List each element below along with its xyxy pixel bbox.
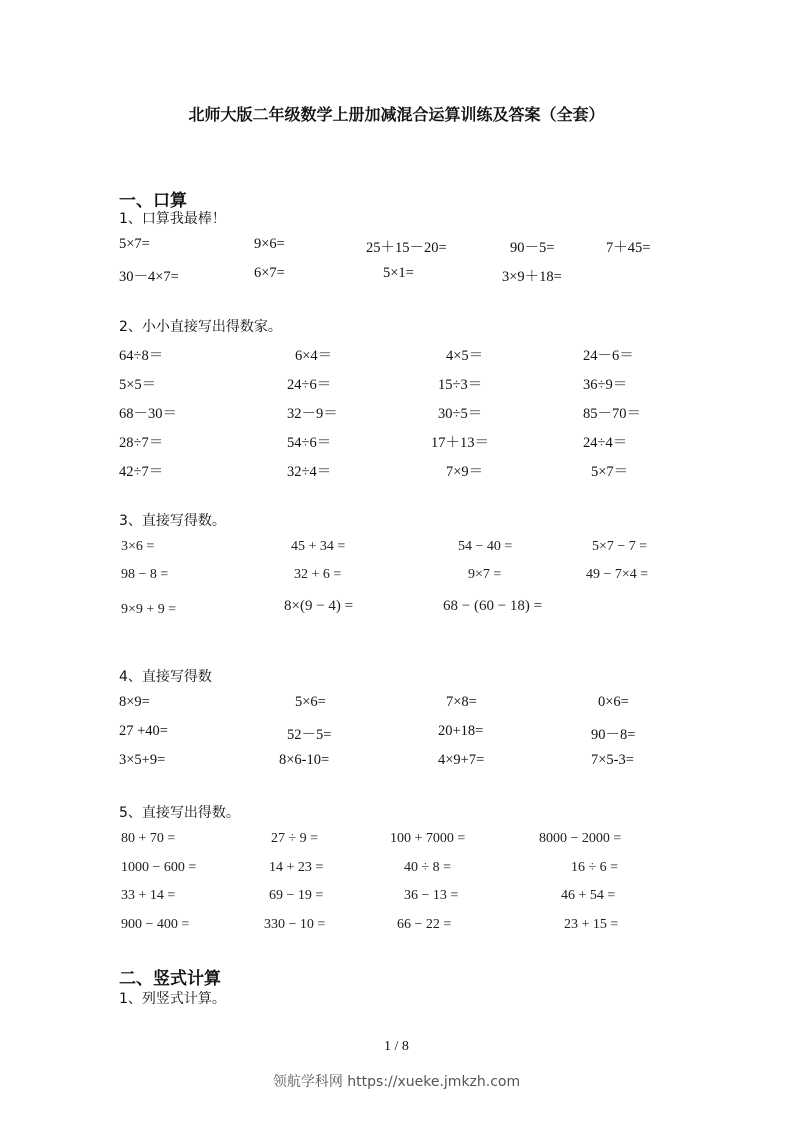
problem: 28÷7＝ [119, 435, 164, 451]
problem: 33 + 14 = [121, 888, 176, 903]
problem: 66 − 22 = [397, 917, 452, 932]
problem: 100 + 7000 = [390, 831, 466, 846]
problem: 46 + 54 = [561, 888, 616, 903]
problem: 900 − 400 = [121, 917, 190, 932]
problem: 49 − 7×4 = [586, 567, 649, 582]
problem: 36÷9＝ [583, 377, 628, 393]
problem: 8×(9 − 4) = [284, 598, 354, 614]
problem: 32－9＝ [287, 406, 338, 422]
problem: 4×9+7= [438, 752, 485, 768]
problem: 98 − 8 = [121, 567, 169, 582]
part3-label: 3、直接写得数。 [119, 513, 226, 529]
problem: 9×7 = [468, 567, 502, 582]
problem: 14 + 23 = [269, 860, 324, 875]
part5-label: 5、直接写出得数。 [119, 805, 240, 821]
part1-label: 1、口算我最棒！ [119, 211, 226, 227]
problem: 7×8= [446, 694, 477, 710]
problem: 8×9= [119, 694, 150, 710]
problem: 9×6= [254, 236, 285, 252]
problem: 68 − (60 − 18) = [443, 598, 543, 614]
problem: 32 + 6 = [294, 567, 342, 582]
problem: 9×9 + 9 = [121, 602, 177, 617]
problem: 5×5＝ [119, 377, 157, 393]
problem: 7×5-3= [591, 752, 634, 768]
problem: 6×7= [254, 265, 285, 281]
problem: 5×7＝ [591, 464, 629, 480]
section2-part1-label: 1、列竖式计算。 [119, 991, 226, 1007]
problem: 27 ÷ 9 = [271, 831, 319, 846]
footer-watermark: 领航学科网 https://xueke.jmkzh.com [272, 1074, 521, 1090]
problem: 27 +40= [119, 723, 168, 739]
problem: 42÷7＝ [119, 464, 164, 480]
problem: 40 ÷ 8 = [404, 860, 452, 875]
part2-label: 2、小小直接写出得数家。 [119, 319, 282, 335]
page-number: 1 / 8 [384, 1039, 409, 1054]
problem: 20+18= [438, 723, 484, 739]
problem: 54 − 40 = [458, 539, 513, 554]
problem: 15÷3＝ [438, 377, 483, 393]
problem: 6×4＝ [295, 348, 333, 364]
problem: 5×1= [383, 265, 414, 281]
section-heading-oral: 一、口算 [119, 191, 187, 211]
problem: 1000 − 600 = [121, 860, 197, 875]
problem: 8000 − 2000 = [539, 831, 622, 846]
section-heading-vertical: 二、竖式计算 [119, 969, 221, 989]
problem: 85－70＝ [583, 406, 641, 422]
problem: 30÷5＝ [438, 406, 483, 422]
problem: 7＋45= [606, 240, 651, 256]
problem: 24－6＝ [583, 348, 634, 364]
problem: 32÷4＝ [287, 464, 332, 480]
part4-label: 4、直接写得数 [119, 669, 212, 685]
problem: 52－5= [287, 727, 332, 743]
problem: 330 − 10 = [264, 917, 326, 932]
problem: 3×5+9= [119, 752, 166, 768]
problem: 7×9＝ [446, 464, 484, 480]
problem: 68－30＝ [119, 406, 177, 422]
problem: 5×7= [119, 236, 150, 252]
problem: 5×6= [295, 694, 326, 710]
problem: 24÷6＝ [287, 377, 332, 393]
problem: 4×5＝ [446, 348, 484, 364]
problem: 17＋13＝ [431, 435, 489, 451]
problem: 24÷4＝ [583, 435, 628, 451]
problem: 80 + 70 = [121, 831, 176, 846]
problem: 8×6-10= [279, 752, 330, 768]
problem: 3×6 = [121, 539, 155, 554]
problem: 45 + 34 = [291, 539, 346, 554]
problem: 23 + 15 = [564, 917, 619, 932]
problem: 25＋15－20= [366, 240, 447, 256]
problem: 5×7 − 7 = [592, 539, 648, 554]
problem: 54÷6＝ [287, 435, 332, 451]
problem: 64÷8＝ [119, 348, 164, 364]
problem: 0×6= [598, 694, 629, 710]
problem: 90－8= [591, 727, 636, 743]
problem: 36 − 13 = [404, 888, 459, 903]
problem: 90－5= [510, 240, 555, 256]
problem: 3×9＋18= [502, 269, 562, 285]
problem: 30－4×7= [119, 269, 179, 285]
problem: 16 ÷ 6 = [571, 860, 619, 875]
problem: 69 − 19 = [269, 888, 324, 903]
document-title: 北师大版二年级数学上册加减混合运算训练及答案（全套） [188, 105, 605, 124]
